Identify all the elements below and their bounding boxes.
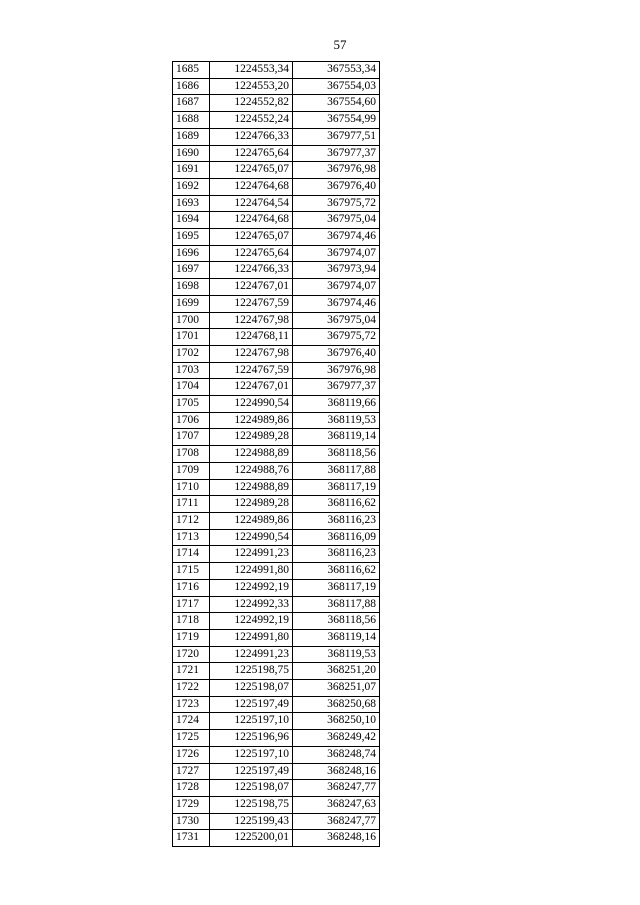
- y-coordinate-cell: 367976,40: [293, 178, 380, 195]
- point-number-cell: 1705: [173, 396, 210, 413]
- table-row: [173, 563, 380, 580]
- x-coordinate-cell: 1224766,33: [210, 262, 293, 279]
- table-row: [173, 112, 380, 129]
- table-row: [173, 162, 380, 179]
- x-coordinate-cell: 1224765,64: [210, 145, 293, 162]
- table-row: [173, 145, 380, 162]
- point-number-cell: 1691: [173, 162, 210, 179]
- table-row: [173, 212, 380, 229]
- point-number-cell: 1699: [173, 295, 210, 312]
- table-row: [173, 596, 380, 613]
- point-number-cell: 1694: [173, 212, 210, 229]
- table-row: [173, 128, 380, 145]
- x-coordinate-cell: 1224764,68: [210, 178, 293, 195]
- x-coordinate-cell: 1224992,33: [210, 596, 293, 613]
- y-coordinate-cell: 367973,94: [293, 262, 380, 279]
- point-number-cell: 1711: [173, 496, 210, 513]
- table-row: [173, 95, 380, 112]
- point-number-cell: 1707: [173, 429, 210, 446]
- point-number-cell: 1722: [173, 680, 210, 697]
- point-number-cell: 1693: [173, 195, 210, 212]
- y-coordinate-cell: 368247,63: [293, 796, 380, 813]
- y-coordinate-cell: 368250,10: [293, 713, 380, 730]
- point-number-cell: 1704: [173, 379, 210, 396]
- point-number-cell: 1687: [173, 95, 210, 112]
- point-number-cell: 1731: [173, 830, 210, 847]
- y-coordinate-cell: 368116,23: [293, 512, 380, 529]
- x-coordinate-cell: 1224991,80: [210, 629, 293, 646]
- point-number-cell: 1708: [173, 446, 210, 463]
- y-coordinate-cell: 367976,98: [293, 362, 380, 379]
- x-coordinate-cell: 1224988,76: [210, 462, 293, 479]
- table-row: [173, 713, 380, 730]
- y-coordinate-cell: 368116,62: [293, 496, 380, 513]
- x-coordinate-cell: 1224988,89: [210, 479, 293, 496]
- table-row: [173, 496, 380, 513]
- y-coordinate-cell: 368249,42: [293, 730, 380, 747]
- point-number-cell: 1697: [173, 262, 210, 279]
- point-number-cell: 1717: [173, 596, 210, 613]
- point-number-cell: 1686: [173, 78, 210, 95]
- x-coordinate-cell: 1224552,82: [210, 95, 293, 112]
- point-number-cell: 1726: [173, 746, 210, 763]
- x-coordinate-cell: 1224989,86: [210, 412, 293, 429]
- y-coordinate-cell: 368117,19: [293, 479, 380, 496]
- table-row: [173, 262, 380, 279]
- y-coordinate-cell: 367554,03: [293, 78, 380, 95]
- table-row: [173, 512, 380, 529]
- y-coordinate-cell: 368119,66: [293, 396, 380, 413]
- point-number-cell: 1723: [173, 696, 210, 713]
- point-number-cell: 1700: [173, 312, 210, 329]
- table-row: [173, 830, 380, 847]
- y-coordinate-cell: 367974,46: [293, 229, 380, 246]
- x-coordinate-cell: 1224767,98: [210, 312, 293, 329]
- y-coordinate-cell: 367974,46: [293, 295, 380, 312]
- x-coordinate-cell: 1224765,07: [210, 162, 293, 179]
- point-number-cell: 1706: [173, 412, 210, 429]
- y-coordinate-cell: 367974,07: [293, 245, 380, 262]
- y-coordinate-cell: 368119,14: [293, 629, 380, 646]
- point-number-cell: 1721: [173, 663, 210, 680]
- point-number-cell: 1698: [173, 279, 210, 296]
- y-coordinate-cell: 368117,19: [293, 579, 380, 596]
- y-coordinate-cell: 368117,88: [293, 462, 380, 479]
- table-row: [173, 345, 380, 362]
- table-row: [173, 446, 380, 463]
- y-coordinate-cell: 367975,72: [293, 329, 380, 346]
- point-number-cell: 1702: [173, 345, 210, 362]
- point-number-cell: 1713: [173, 529, 210, 546]
- table-row: [173, 629, 380, 646]
- y-coordinate-cell: 368248,16: [293, 830, 380, 847]
- x-coordinate-cell: 1225196,96: [210, 730, 293, 747]
- x-coordinate-cell: 1224990,54: [210, 529, 293, 546]
- point-number-cell: 1703: [173, 362, 210, 379]
- coordinates-table: [172, 61, 380, 847]
- table-row: [173, 780, 380, 797]
- y-coordinate-cell: 368247,77: [293, 813, 380, 830]
- x-coordinate-cell: 1224766,33: [210, 128, 293, 145]
- x-coordinate-cell: 1224764,68: [210, 212, 293, 229]
- x-coordinate-cell: 1224552,24: [210, 112, 293, 129]
- y-coordinate-cell: 368116,09: [293, 529, 380, 546]
- y-coordinate-cell: 368119,53: [293, 412, 380, 429]
- y-coordinate-cell: 367554,60: [293, 95, 380, 112]
- y-coordinate-cell: 368119,14: [293, 429, 380, 446]
- table-row: [173, 78, 380, 95]
- table-row: [173, 195, 380, 212]
- x-coordinate-cell: 1225197,10: [210, 713, 293, 730]
- point-number-cell: 1709: [173, 462, 210, 479]
- x-coordinate-cell: 1224992,19: [210, 579, 293, 596]
- point-number-cell: 1689: [173, 128, 210, 145]
- point-number-cell: 1727: [173, 763, 210, 780]
- x-coordinate-cell: 1224767,59: [210, 362, 293, 379]
- table-row: [173, 479, 380, 496]
- table-row: [173, 279, 380, 296]
- x-coordinate-cell: 1224767,59: [210, 295, 293, 312]
- x-coordinate-cell: 1224991,23: [210, 546, 293, 563]
- point-number-cell: 1701: [173, 329, 210, 346]
- x-coordinate-cell: 1224553,20: [210, 78, 293, 95]
- point-number-cell: 1714: [173, 546, 210, 563]
- x-coordinate-cell: 1224989,86: [210, 512, 293, 529]
- x-coordinate-cell: 1225198,07: [210, 780, 293, 797]
- x-coordinate-cell: 1225197,49: [210, 696, 293, 713]
- table-row: [173, 412, 380, 429]
- y-coordinate-cell: 367975,04: [293, 212, 380, 229]
- point-number-cell: 1695: [173, 229, 210, 246]
- x-coordinate-cell: 1224990,54: [210, 396, 293, 413]
- table-row: [173, 546, 380, 563]
- y-coordinate-cell: 368247,77: [293, 780, 380, 797]
- point-number-cell: 1715: [173, 563, 210, 580]
- x-coordinate-cell: 1224988,89: [210, 446, 293, 463]
- y-coordinate-cell: 368251,20: [293, 663, 380, 680]
- y-coordinate-cell: 367977,37: [293, 145, 380, 162]
- point-number-cell: 1725: [173, 730, 210, 747]
- table-row: [173, 579, 380, 596]
- y-coordinate-cell: 368117,88: [293, 596, 380, 613]
- point-number-cell: 1730: [173, 813, 210, 830]
- x-coordinate-cell: 1224765,07: [210, 229, 293, 246]
- x-coordinate-cell: 1224765,64: [210, 245, 293, 262]
- x-coordinate-cell: 1225198,75: [210, 796, 293, 813]
- point-number-cell: 1729: [173, 796, 210, 813]
- x-coordinate-cell: 1225198,75: [210, 663, 293, 680]
- x-coordinate-cell: 1224992,19: [210, 613, 293, 630]
- point-number-cell: 1690: [173, 145, 210, 162]
- table-row: [173, 613, 380, 630]
- point-number-cell: 1688: [173, 112, 210, 129]
- table-row: [173, 730, 380, 747]
- x-coordinate-cell: 1225197,10: [210, 746, 293, 763]
- table-row: [173, 813, 380, 830]
- table-row: [173, 396, 380, 413]
- y-coordinate-cell: 367553,34: [293, 62, 380, 79]
- x-coordinate-cell: 1224991,23: [210, 646, 293, 663]
- y-coordinate-cell: 368116,62: [293, 563, 380, 580]
- y-coordinate-cell: 368118,56: [293, 446, 380, 463]
- table-row: [173, 245, 380, 262]
- table-row: [173, 763, 380, 780]
- table-row: [173, 529, 380, 546]
- x-coordinate-cell: 1224553,34: [210, 62, 293, 79]
- x-coordinate-cell: 1224991,80: [210, 563, 293, 580]
- table-row: [173, 379, 380, 396]
- point-number-cell: 1685: [173, 62, 210, 79]
- table-row: [173, 362, 380, 379]
- table-row: [173, 746, 380, 763]
- point-number-cell: 1692: [173, 178, 210, 195]
- table-row: [173, 663, 380, 680]
- x-coordinate-cell: 1225198,07: [210, 680, 293, 697]
- table-row: [173, 329, 380, 346]
- table-row: [173, 796, 380, 813]
- x-coordinate-cell: 1224989,28: [210, 429, 293, 446]
- y-coordinate-cell: 367554,99: [293, 112, 380, 129]
- x-coordinate-cell: 1224767,98: [210, 345, 293, 362]
- point-number-cell: 1720: [173, 646, 210, 663]
- point-number-cell: 1718: [173, 613, 210, 630]
- x-coordinate-cell: 1224768,11: [210, 329, 293, 346]
- table-row: [173, 229, 380, 246]
- y-coordinate-cell: 367976,40: [293, 345, 380, 362]
- point-number-cell: 1716: [173, 579, 210, 596]
- y-coordinate-cell: 368118,56: [293, 613, 380, 630]
- table-row: [173, 429, 380, 446]
- y-coordinate-cell: 367977,37: [293, 379, 380, 396]
- page-number: 57: [333, 37, 347, 52]
- x-coordinate-cell: 1224989,28: [210, 496, 293, 513]
- x-coordinate-cell: 1224767,01: [210, 279, 293, 296]
- x-coordinate-cell: 1224764,54: [210, 195, 293, 212]
- y-coordinate-cell: 367975,04: [293, 312, 380, 329]
- y-coordinate-cell: 368248,74: [293, 746, 380, 763]
- table-row: [173, 312, 380, 329]
- table-row: [173, 62, 380, 79]
- table-row: [173, 680, 380, 697]
- table-row: [173, 646, 380, 663]
- table-row: [173, 178, 380, 195]
- x-coordinate-cell: 1225197,49: [210, 763, 293, 780]
- y-coordinate-cell: 368251,07: [293, 680, 380, 697]
- y-coordinate-cell: 368116,23: [293, 546, 380, 563]
- x-coordinate-cell: 1225200,01: [210, 830, 293, 847]
- y-coordinate-cell: 367975,72: [293, 195, 380, 212]
- y-coordinate-cell: 367977,51: [293, 128, 380, 145]
- point-number-cell: 1728: [173, 780, 210, 797]
- y-coordinate-cell: 368250,68: [293, 696, 380, 713]
- y-coordinate-cell: 368248,16: [293, 763, 380, 780]
- point-number-cell: 1710: [173, 479, 210, 496]
- point-number-cell: 1696: [173, 245, 210, 262]
- y-coordinate-cell: 367976,98: [293, 162, 380, 179]
- y-coordinate-cell: 368119,53: [293, 646, 380, 663]
- point-number-cell: 1719: [173, 629, 210, 646]
- coordinates-table-body: [173, 62, 380, 847]
- point-number-cell: 1724: [173, 713, 210, 730]
- table-row: [173, 462, 380, 479]
- table-row: [173, 696, 380, 713]
- x-coordinate-cell: 1225199,43: [210, 813, 293, 830]
- x-coordinate-cell: 1224767,01: [210, 379, 293, 396]
- y-coordinate-cell: 367974,07: [293, 279, 380, 296]
- table-row: [173, 295, 380, 312]
- point-number-cell: 1712: [173, 512, 210, 529]
